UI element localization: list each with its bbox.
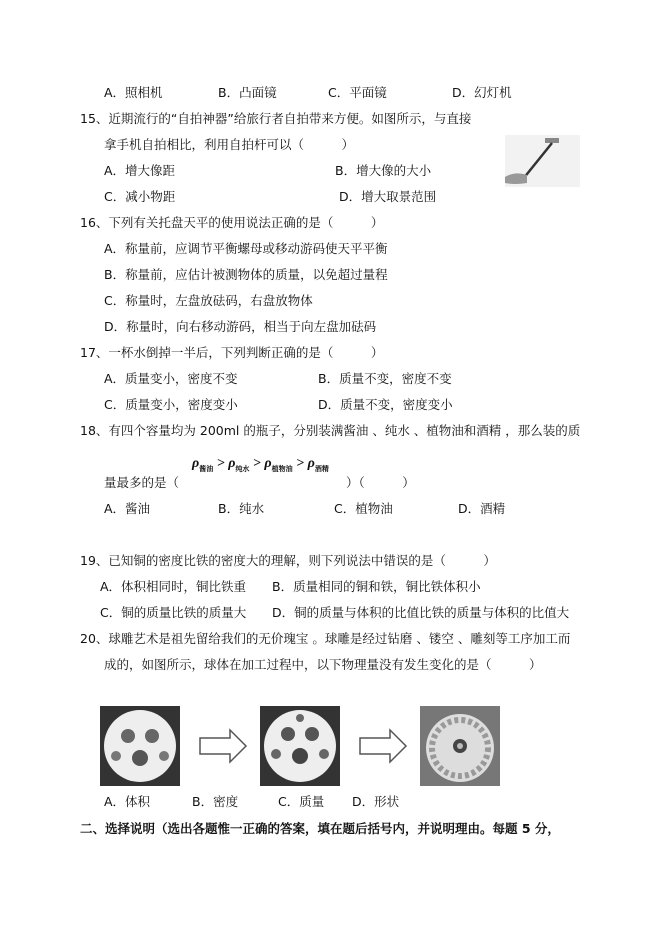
section-2-heading: 二、选择说明（选出各题惟一正确的答案，填在题后括号内，并说明理由。每题 5 分， — [80, 821, 560, 836]
q15-option-c: C．减小物距 — [104, 189, 176, 204]
q18-option-d: D．酒精 — [458, 501, 506, 516]
q18-stem-cont: 量最多的是（ — [104, 475, 180, 490]
q19-option-a: A．体积相同时，铜比铁重 — [100, 579, 247, 594]
q17-stem: 17、一杯水倒掉一半后，下列判断正确的是（ ） — [80, 345, 384, 360]
q14-option-a: A．照相机 — [104, 85, 163, 100]
q20-stem: 20、球雕艺术是祖先留给我们的无价瑰宝 。球雕是经过钻磨 、镂空 、雕刻等工序加工而 — [80, 631, 571, 646]
q20-option-c: C．质量 — [278, 794, 325, 809]
q18-stem: 18、有四个容量均为 200ml 的瓶子，分别装满酱油 、纯水 、植物油和酒精 ，那么装的质 — [80, 423, 581, 438]
q18-option-c: C．植物油 — [334, 501, 393, 516]
density-inequality: $\rho_{酱油} > \rho_{纯水} > \rho_{植物油} > \rho_{酒精}$ — [192, 456, 329, 473]
q14-option-b: B．凸面镜 — [218, 85, 277, 100]
arrow-right-icon — [198, 728, 248, 764]
q20-stem-cont: 成的，如图所示，球体在加工过程中，以下物理量没有发生变化的是（ ） — [104, 657, 542, 672]
q14-option-d: D．幻灯机 — [452, 85, 512, 100]
q16-option-d: D．称量时，向右移动游码，相当于向左盘加砝码 — [104, 319, 377, 334]
q14-option-c: C．平面镜 — [328, 85, 387, 100]
q18-option-b: B．纯水 — [218, 501, 265, 516]
q19-stem: 19、已知铜的密度比铁的密度大的理解，则下列说法中错误的是（ ） — [80, 553, 496, 568]
carved-sphere-image — [420, 706, 500, 786]
sphere-image-1 — [100, 706, 180, 786]
q16-option-a: A．称量前，应调节平衡螺母或移动游码使天平平衡 — [104, 241, 388, 256]
q17-option-b: B．质量不变，密度不变 — [318, 371, 452, 386]
q17-option-d: D．质量不变，密度变小 — [318, 397, 453, 412]
q15-option-a: A．增大像距 — [104, 163, 176, 178]
q19-option-b: B．质量相同的铜和铁，铜比铁体积小 — [272, 579, 481, 594]
arrow-right-icon — [358, 728, 408, 764]
sphere-image-2 — [260, 706, 340, 786]
q16-stem: 16、下列有关托盘天平的使用说法正确的是（ ） — [80, 215, 384, 230]
q20-option-d: D．形状 — [352, 794, 400, 809]
q17-option-a: A．质量变小，密度不变 — [104, 371, 238, 386]
q15-stem-cont: 拿手机自拍相比，利用自拍杆可以（ ） — [104, 137, 355, 152]
q19-option-d: D．铜的质量与体积的比值比铁的质量与体积的比值大 — [272, 605, 570, 620]
q20-option-a: A．体积 — [104, 794, 151, 809]
q17-option-c: C．质量变小，密度变小 — [104, 397, 238, 412]
q16-option-c: C．称量时，左盘放砝码，右盘放物体 — [104, 293, 313, 308]
q18-stem-blank: ）（ ） — [346, 475, 415, 490]
q20-option-b: B．密度 — [192, 794, 239, 809]
selfie-stick-image — [505, 135, 580, 187]
q18-option-a: A．酱油 — [104, 501, 151, 516]
q15-option-b: B．增大像的大小 — [335, 163, 432, 178]
q15-option-d: D．增大取景范围 — [339, 189, 437, 204]
q16-option-b: B．称量前，应估计被测物体的质量，以免超过量程 — [104, 267, 388, 282]
q19-option-c: C．铜的质量比铁的质量大 — [100, 605, 247, 620]
q15-stem: 15、近期流行的“自拍神器”给旅行者自拍带来方便。如图所示，与直接 — [80, 111, 472, 126]
